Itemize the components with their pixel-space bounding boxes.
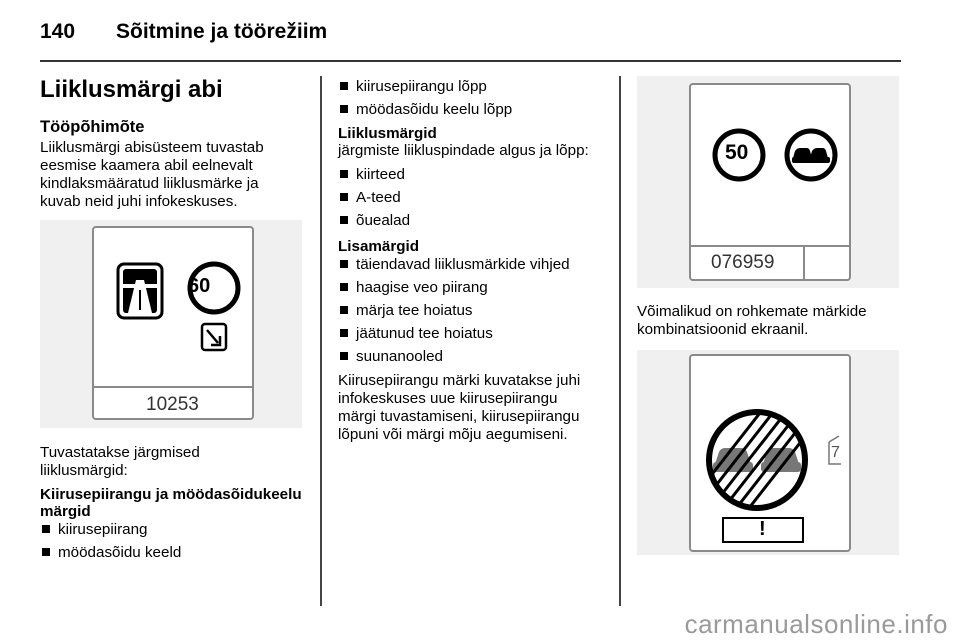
list-item: täiendavad liiklusmärkide vihjed: [338, 256, 570, 273]
no-overtaking-icon: [691, 85, 849, 245]
intro-line: eesmise kaamera abil eelnevalt: [40, 157, 253, 174]
list-item: märja tee hoiatus: [338, 302, 473, 319]
signs-heading: Liiklusmärgid: [338, 125, 437, 142]
caption-line: kombinatsioonid ekraanil.: [637, 321, 809, 338]
closing-line: märgi tuvastamiseni, kiirusepiirangu: [338, 408, 580, 425]
intro-line: Liiklusmärgi abisüsteem tuvastab: [40, 139, 264, 156]
caption-line: Võimalikud on rohkemate märkide: [637, 303, 867, 320]
figure-end-overtaking: [637, 350, 899, 555]
header-rule: [40, 60, 901, 62]
column-divider-1: [320, 76, 322, 606]
figure-code: 10253: [146, 394, 199, 415]
page-number: 140: [40, 20, 76, 43]
list-item: õuealad: [338, 212, 410, 229]
intro-line: kindlaksmääratud liiklusmärke ja: [40, 175, 259, 192]
figure-code: 076959: [711, 252, 775, 273]
subsection-title: Tööpõhimõte: [40, 118, 145, 136]
detected-line: liiklusmärgid:: [40, 462, 128, 479]
list-item: kiirusepiirangu lõpp: [338, 78, 487, 95]
figure-motorway-sign: [40, 220, 302, 428]
list-item: möödasõidu keelu lõpp: [338, 101, 512, 118]
list-item: jäätunud tee hoiatus: [338, 325, 493, 342]
list-item: möödasõidu keeld: [40, 544, 181, 561]
intro-line: kuvab neid juhi infokeskuses.: [40, 193, 238, 210]
signs-text: järgmiste liikluspindade algus ja lõpp:: [338, 142, 589, 159]
small-seven: 7: [831, 444, 840, 461]
list-item: kiirteed: [338, 166, 405, 183]
section-title: Liiklusmärgi abi: [40, 76, 223, 103]
closing-line: Kiirusepiirangu märki kuvatakse juhi: [338, 372, 581, 389]
list-item: suunanooled: [338, 348, 443, 365]
list-item: kiirusepiirang: [40, 521, 147, 538]
exclamation-mark: !: [759, 518, 766, 540]
closing-line: lõpuni või märgi mõju aegumiseni.: [338, 426, 568, 443]
list-item: haagise veo piirang: [338, 279, 488, 296]
column-divider-2: [619, 76, 621, 606]
speed-heading: Kiirusepiirangu ja möödasõidukeelu: [40, 486, 302, 503]
watermark: carmanualsonline.info: [684, 609, 948, 639]
detected-line: Tuvastatakse järgmised: [40, 444, 200, 461]
speed-heading: märgid: [40, 503, 91, 520]
display-frame: [689, 354, 851, 552]
display-frame: [689, 83, 851, 281]
speed-limit-value: 50: [725, 141, 749, 164]
list-item: A-teed: [338, 189, 401, 206]
motorway-icon: [94, 228, 252, 386]
figure-speed-overtaking: [637, 76, 899, 288]
extra-heading: Lisamärgid: [338, 238, 420, 255]
speed-limit-value: 60: [188, 275, 211, 297]
display-frame: [92, 226, 254, 420]
closing-line: infokeskuses uue kiirusepiirangu: [338, 390, 558, 407]
chapter-title: Sõitmine ja töörežiim: [116, 20, 328, 43]
end-of-no-overtaking-icon: [691, 356, 849, 550]
